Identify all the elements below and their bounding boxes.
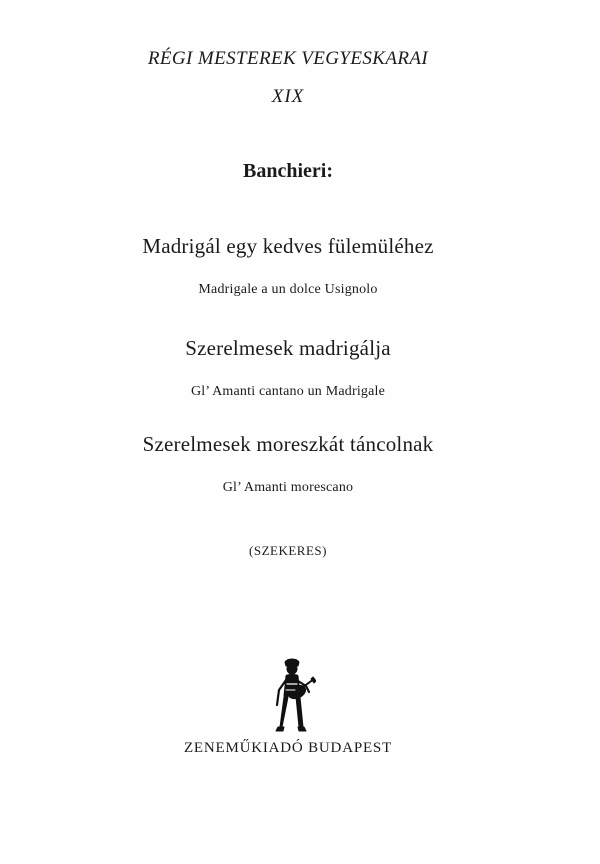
work-subtitle-3: Gl’ Amanti morescano: [222, 480, 354, 495]
editor-name: (SZEKERES): [249, 543, 327, 558]
work-title-2: Szerelmesek madrigálja: [185, 336, 391, 360]
composer-name: Banchieri:: [243, 160, 333, 182]
work-title-3: Szerelmesek moreszkát táncolnak: [142, 432, 434, 456]
work-subtitle-1: Madrigale a un dolce Usignolo: [198, 282, 378, 297]
series-number: XIX: [271, 86, 305, 107]
series-title: RÉGI MESTEREK VEGYESKARAI: [147, 48, 429, 69]
work-subtitle-2: Gl’ Amanti cantano un Madrigale: [190, 384, 386, 399]
publisher-name: ZENEMŰKIADÓ BUDAPEST: [183, 740, 393, 756]
work-title-1: Madrigál egy kedves fülemüléhez: [142, 234, 434, 258]
lute-player-icon: [268, 656, 316, 740]
